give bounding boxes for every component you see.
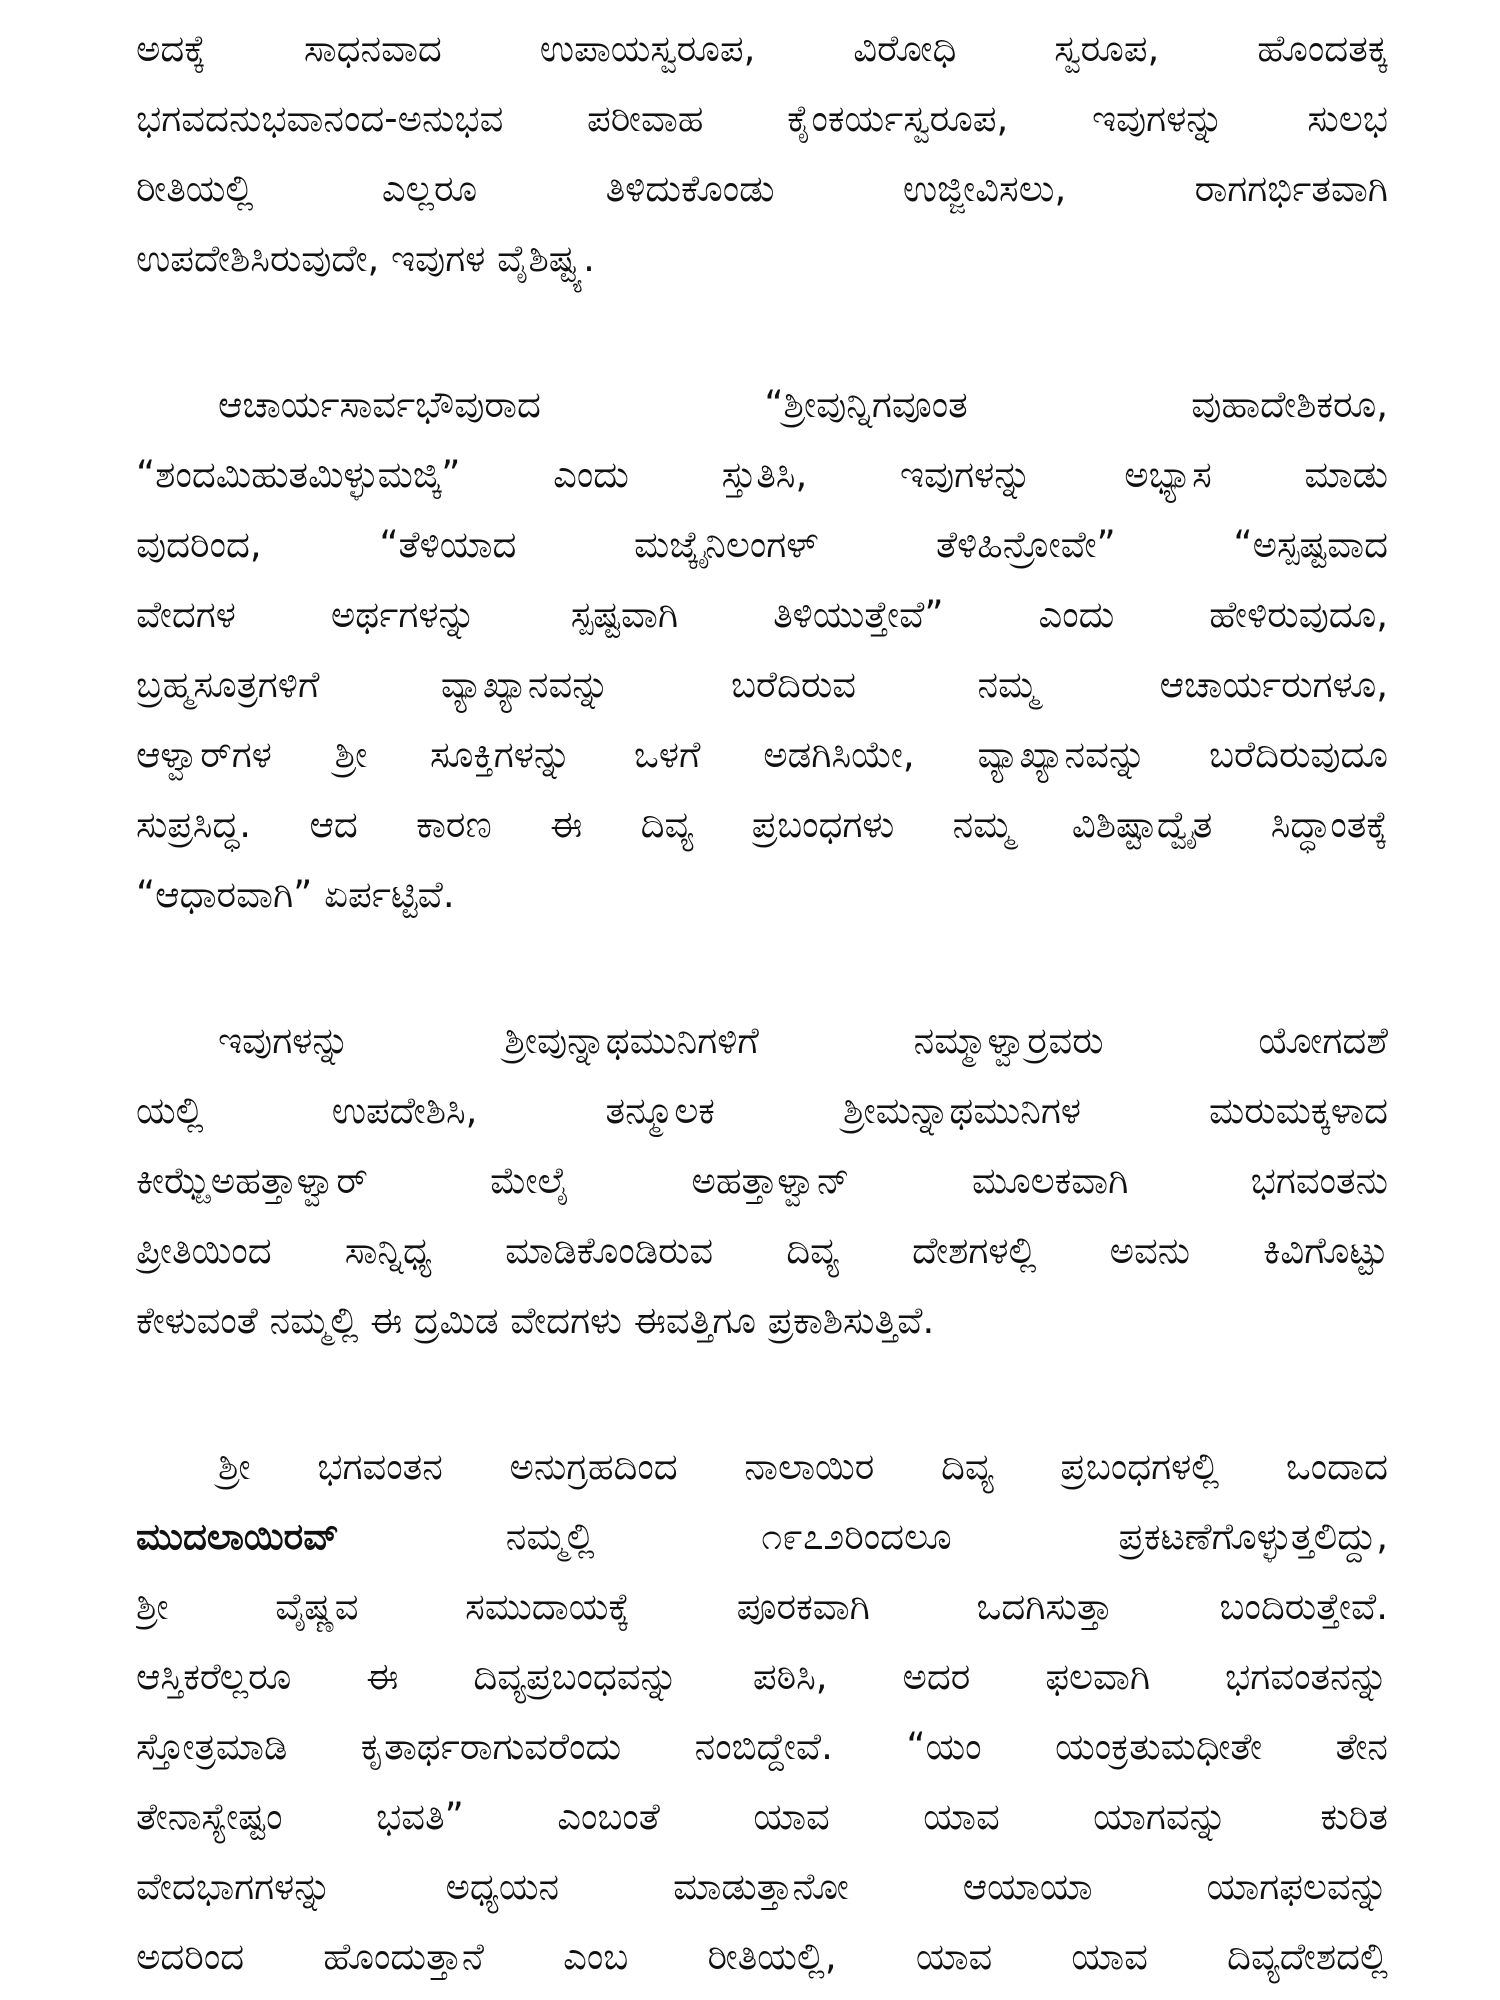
text-line: ಆಸ್ತಿಕರೆಲ್ಲರೂ ಈ ದಿವ್ಯಪ್ರಬಂಧವನ್ನು ಪಠಿಸಿ, ಅದರ ಫಲವಾಗಿ ಭಗವಂತನನ್ನು — [136, 1655, 1388, 1698]
text-line: ಕೀಝ್ೞೆಅಹತ್ತಾಳ್ವಾರ್ ಮೇಲೈ ಅಹತ್ತಾಳ್ವಾನ್ ಮೂಲಕವಾಗಿ ಭಗವಂತನು — [136, 1159, 1388, 1202]
text-line: ಆಳ್ವಾರ್‌ಗಳ ಶ್ರೀ ಸೂಕ್ತಿಗಳನ್ನು ಒಳಗೆ ಅಡಗಿಸಿಯೇ, ವ್ಯಾಖ್ಯಾನವನ್ನು ಬರೆದಿರುವುದೂ — [136, 733, 1388, 776]
paragraph-gap — [136, 294, 1388, 370]
text-line: ಯಲ್ಲಿ ಉಪದೇಶಿಸಿ, ತನ್ಮೂಲಕ ಶ್ರೀಮನ್ನಾಥಮುನಿಗಳ ಮರುಮಕ್ಕಳಾದ — [136, 1089, 1388, 1132]
paragraph-2 — [136, 370, 1388, 930]
text-line: ರೀತಿಯಲ್ಲಿ ಎಲ್ಲರೂ ತಿಳಿದುಕೊಂಡು ಉಜ್ಜೀವಿಸಲು, ರಾಗಗರ್ಭಿತವಾಗಿ — [136, 167, 1388, 210]
text-line: ವುದರಿಂದ, “ತೆಳಿಯಾದ ಮಜ್ಕೈನಿಲಂಗಳ್ ತೆಳಿಹಿನ್ರೋವೇ” “ಅಸ್ಪಷ್ಟವಾದ — [136, 523, 1388, 566]
document-page — [136, 14, 1388, 1992]
text-run: ನಮ್ಮಲ್ಲಿ ೧೯೭೨ರಿಂದಲೂ ಪ್ರಕಟಣೆಗೊಳ್ಳುತ್ತಲಿದ್ದು, — [338, 1515, 1388, 1558]
text-line: ಶ್ರೀ ಭಗವಂತನ ಅನುಗ್ರಹದಿಂದ ನಾಲಾಯಿರ ದಿವ್ಯ ಪ್ರಬಂಧಗಳಲ್ಲಿ ಒಂದಾದ — [218, 1445, 1388, 1488]
text-line: ಅದಕ್ಕೆ ಸಾಧನವಾದ ಉಪಾಯಸ್ವರೂಪ, ವಿರೋಧಿ ಸ್ವರೂಪ, ಹೊಂದತಕ್ಕ — [136, 27, 1388, 70]
text-line: ತೇನಾಸ್ಯೇಷ್ಟಂ ಭವತಿ” ಎಂಬಂತೆ ಯಾವ ಯಾವ ಯಾಗವನ್ನು ಕುರಿತ — [136, 1795, 1388, 1838]
text-line: ವೇದಗಳ ಅರ್ಥಗಳನ್ನು ಸ್ಪಷ್ಟವಾಗಿ ತಿಳಿಯುತ್ತೇವೆ” ಎಂದು ಹೇಳಿರುವುದೂ, — [136, 593, 1388, 636]
text-line: ಸುಪ್ರಸಿದ್ಧ. ಆದ ಕಾರಣ ಈ ದಿವ್ಯ ಪ್ರಬಂಧಗಳು ನಮ್ಮ ವಿಶಿಷ್ಟಾದ್ವೈತ ಸಿದ್ಧಾಂತಕ್ಕೆ — [136, 803, 1388, 846]
text-line: ಭಗವದನುಭವಾನಂದ-ಅನುಭವ ಪರೀವಾಹ ಕೈಂಕರ್ಯಸ್ವರೂಪ, ಇವುಗಳನ್ನು ಸುಲಭ — [136, 97, 1388, 140]
paragraph-gap — [136, 1356, 1388, 1432]
paragraph-3 — [136, 1006, 1388, 1356]
text-line: ಅದರಿಂದ ಹೊಂದುತ್ತಾನೆ ಎಂಬ ರೀತಿಯಲ್ಲಿ, ಯಾವ ಯಾವ ದಿವ್ಯದೇಶದಲ್ಲಿ — [136, 1935, 1388, 1978]
paragraph-4 — [136, 1432, 1388, 1992]
text-line: ಉಪದೇಶಿಸಿರುವುದೇ, ಇವುಗಳ ವೈಶಿಷ್ಟ್ಯ. — [136, 237, 595, 280]
paragraph-gap — [136, 930, 1388, 1006]
text-line: ಬ್ರಹ್ಮಸೂತ್ರಗಳಿಗೆ ವ್ಯಾಖ್ಯಾನವನ್ನು ಬರೆದಿರುವ ನಮ್ಮ ಆಚಾರ್ಯರುಗಳೂ, — [136, 663, 1388, 706]
text-line: ಸ್ತೋತ್ರಮಾಡಿ ಕೃತಾರ್ಥರಾಗುವರೆಂದು ನಂಬಿದ್ದೇವೆ. “ಯಂ ಯಂಕ್ರತುಮಧೀತೇ ತೇನ — [136, 1725, 1388, 1768]
text-line: “ಆಧಾರವಾಗಿ” ಏರ್ಪಟ್ಟಿವೆ. — [136, 873, 455, 916]
text-line: ಇವುಗಳನ್ನು ಶ್ರೀವುನ್ನಾಥಮುನಿಗಳಿಗೆ ನಮ್ಮಾಳ್ವಾರ್ರವರು ಯೋಗದಶೆ — [218, 1019, 1388, 1062]
text-line: ಕೇಳುವಂತೆ ನಮ್ಮಲ್ಲಿ ಈ ದ್ರಮಿಡ ವೇದಗಳು ಈವತ್ತಿಗೂ ಪ್ರಕಾಶಿಸುತ್ತಿವೆ. — [136, 1299, 935, 1342]
book-title-bold: ಮುದಲಾಯಿರವ್ — [136, 1515, 339, 1558]
text-line: ವೇದಭಾಗಗಳನ್ನು ಅಧ್ಯಯನ ಮಾಡುತ್ತಾನೋ ಆಯಾಯಾ ಯಾಗಫಲವನ್ನು — [136, 1865, 1388, 1908]
text-line: ಆಚಾರ್ಯಸಾರ್ವಭೌವುರಾದ “ಶ್ರೀವುನ್ನಿಗವೂಂತ ವುಹಾದೇಶಿಕರೂ, — [218, 383, 1388, 426]
text-line: ಪ್ರೀತಿಯಿಂದ ಸಾನ್ನಿಧ್ಯ ಮಾಡಿಕೊಂಡಿರುವ ದಿವ್ಯ ದೇಶಗಳಲ್ಲಿ ಅವನು ಕಿವಿಗೊಟ್ಟು — [136, 1229, 1388, 1272]
text-line: ಶ್ರೀ ವೈಷ್ಣವ ಸಮುದಾಯಕ್ಕೆ ಪೂರಕವಾಗಿ ಒದಗಿಸುತ್ತಾ ಬಂದಿರುತ್ತೇವೆ. — [136, 1585, 1388, 1628]
paragraph-1 — [136, 14, 1388, 294]
text-line — [136, 1502, 1388, 1572]
text-line: “ಶಂದಮಿಹುತಮಿಳ್ಳುಮಜ್ಕಿ” ಎಂದು ಸ್ತುತಿಸಿ, ಇವುಗಳನ್ನು ಅಭ್ಯಾಸ ಮಾಡು — [136, 453, 1388, 496]
